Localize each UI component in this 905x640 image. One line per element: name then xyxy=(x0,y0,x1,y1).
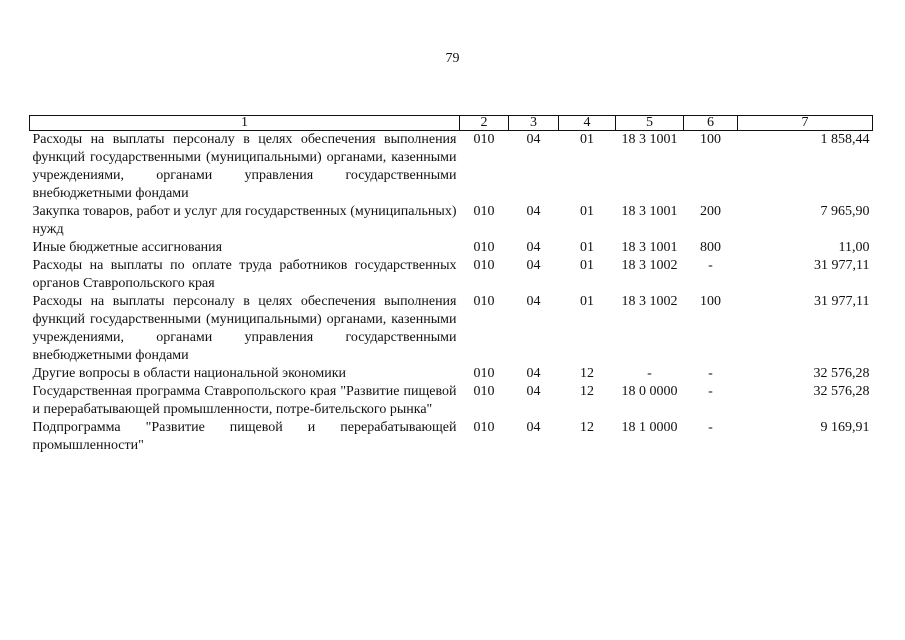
column-header: 5 xyxy=(616,116,684,131)
column-header: 4 xyxy=(559,116,616,131)
row-code-2: 010 xyxy=(473,366,495,381)
row-code-6: - xyxy=(708,420,713,435)
row-code-2: 010 xyxy=(473,384,495,399)
row-code-5: - xyxy=(647,366,652,381)
row-code-4: 12 xyxy=(580,366,594,381)
row-code-2: 010 xyxy=(473,240,495,255)
row-code-3: 04 xyxy=(526,294,541,309)
column-header: 7 xyxy=(738,116,873,131)
budget-table xyxy=(29,115,873,455)
table-row xyxy=(30,383,873,419)
column-header: 1 xyxy=(30,116,460,131)
row-code-5: 18 3 1002 xyxy=(621,258,678,273)
row-code-5: 18 3 1001 xyxy=(621,132,678,147)
row-code-4: 01 xyxy=(580,204,594,219)
row-code-6: - xyxy=(708,384,713,399)
row-name: Подпрограмма "Развитие пищевой и перерабатывающей промышленности" xyxy=(32,420,457,453)
row-code-6: - xyxy=(708,366,713,381)
row-code-3: 04 xyxy=(526,204,541,219)
row-code-6: 100 xyxy=(700,294,721,309)
row-code-4: 12 xyxy=(580,384,594,399)
row-code-4: 01 xyxy=(580,294,594,309)
column-header: 3 xyxy=(509,116,559,131)
row-code-3: 04 xyxy=(526,420,541,435)
table-row xyxy=(30,293,873,365)
row-code-2: 010 xyxy=(473,132,495,147)
row-code-6: 200 xyxy=(700,204,721,219)
row-code-5: 18 3 1001 xyxy=(621,204,678,219)
table-header-row xyxy=(30,116,873,131)
row-code-6: - xyxy=(708,258,713,273)
row-name: Иные бюджетные ассигнования xyxy=(32,240,223,255)
row-code-4: 01 xyxy=(580,240,594,255)
row-code-6: 100 xyxy=(700,132,721,147)
row-code-3: 04 xyxy=(526,384,541,399)
row-amount: 31 977,11 xyxy=(814,294,870,309)
row-code-2: 010 xyxy=(473,294,495,309)
row-name: Расходы на выплаты персоналу в целях обеспечения выполнения функций государственными (муниципальными) органами, казенными учреждениями, органами управления государственными внебюджетными фондами xyxy=(32,132,457,201)
row-name: Расходы на выплаты персоналу в целях обеспечения выполнения функций государственными (муниципальными) органами, казенными учреждениями, органами управления государственными внебюджетными фондами xyxy=(32,294,457,363)
row-code-4: 01 xyxy=(580,132,594,147)
row-code-2: 010 xyxy=(473,204,495,219)
row-amount: 1 858,44 xyxy=(820,132,870,147)
row-code-5: 18 1 0000 xyxy=(621,420,678,435)
row-name: Закупка товаров, работ и услуг для государственных (муниципальных) нужд xyxy=(32,204,457,237)
row-code-3: 04 xyxy=(526,132,541,147)
table-row xyxy=(30,239,873,257)
row-code-5: 18 3 1001 xyxy=(621,240,678,255)
table-row xyxy=(30,257,873,293)
row-code-4: 12 xyxy=(580,420,594,435)
table-row xyxy=(30,203,873,239)
row-name: Государственная программа Ставропольского края "Развитие пищевой и перерабатывающей промышленности, потре-бительского рынка" xyxy=(32,384,457,417)
row-code-2: 010 xyxy=(473,258,495,273)
row-amount: 11,00 xyxy=(838,240,870,255)
row-name: Другие вопросы в области национальной экономики xyxy=(32,366,347,381)
table-row xyxy=(30,365,873,383)
table-row xyxy=(30,131,873,204)
row-amount: 7 965,90 xyxy=(820,204,870,219)
row-code-3: 04 xyxy=(526,240,541,255)
column-header: 6 xyxy=(684,116,738,131)
row-amount: 31 977,11 xyxy=(814,258,870,273)
table-row xyxy=(30,419,873,455)
row-code-5: 18 0 0000 xyxy=(621,384,678,399)
row-amount: 9 169,91 xyxy=(820,420,870,435)
page-number: 79 xyxy=(445,51,460,66)
row-code-3: 04 xyxy=(526,366,541,381)
row-code-3: 04 xyxy=(526,258,541,273)
row-amount: 32 576,28 xyxy=(813,366,870,381)
column-header: 2 xyxy=(460,116,509,131)
row-code-2: 010 xyxy=(473,420,495,435)
row-name: Расходы на выплаты по оплате труда работников государственных органов Ставропольского края xyxy=(32,258,457,291)
row-code-5: 18 3 1002 xyxy=(621,294,678,309)
row-code-4: 01 xyxy=(580,258,594,273)
row-code-6: 800 xyxy=(700,240,721,255)
row-amount: 32 576,28 xyxy=(813,384,870,399)
